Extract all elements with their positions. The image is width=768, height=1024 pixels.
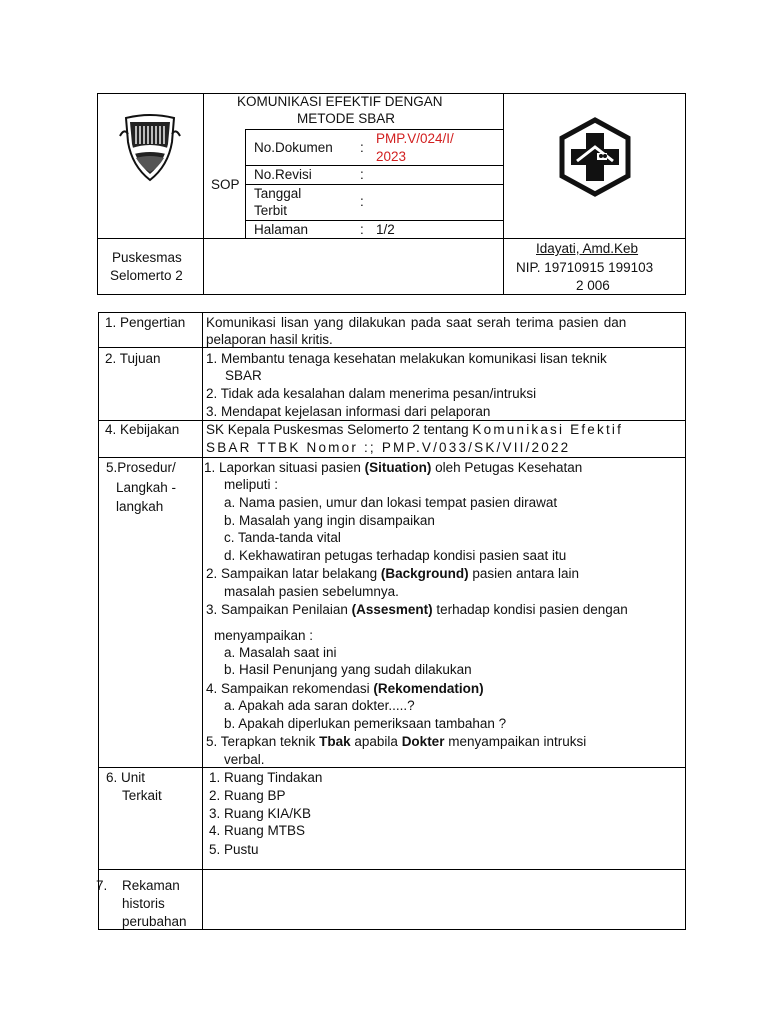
section-label-pengertian: 1. Pengertian [105,315,186,330]
unit-item: 1. Ruang Tindakan [209,770,323,785]
section-label-rekaman-line2: historis [122,896,165,911]
section-label-tujuan: 2. Tujuan [105,351,161,366]
section-label-prosedur: 5.Prosedur/ [106,460,176,475]
signer-name: Idayati, Amd.Keb [536,241,639,256]
regency-seal-icon [118,114,182,184]
field-value-no-dokumen-line2: 2023 [376,149,407,164]
section-label-rekaman-line3: perubahan [122,914,187,929]
field-value-no-dokumen: PMP.V/024/I/ [376,131,454,146]
prosedur-step-2: 2. Sampaikan latar belakang (Background) pasien antara lain [206,566,579,581]
section-label-prosedur-line3: langkah [116,499,164,514]
prosedur-step-3-cont: menyampaikan : [214,628,314,643]
tujuan-item: SBAR [225,368,262,383]
prosedur-substep: b. Hasil Penunjang yang sudah dilakukan [224,662,472,677]
prosedur-step-2-cont: masalah pasien sebelumnya. [224,584,399,599]
tujuan-item: 2. Tidak ada kesalahan dalam menerima pesan/intruksi [206,386,537,401]
section-label-kebijakan: 4. Kebijakan [105,422,180,437]
prosedur-step-5-cont: verbal. [224,752,265,767]
prosedur-step-1: 1. Laporkan situasi pasien (Situation) oleh Petugas Kesehatan [204,460,583,475]
tujuan-item: 1. Membantu tenaga kesehatan melakukan komunikasi lisan teknik [206,351,607,366]
prosedur-step-5: 5. Terapkan teknik Tbak apabila Dokter menyampaikan intruksi [206,734,587,749]
prosedur-substep: a. Masalah saat ini [224,645,337,660]
field-label-halaman: Halaman [254,222,309,237]
unit-item: 5. Pustu [209,842,259,857]
org-name-line2: Selomerto 2 [110,268,183,283]
prosedur-substep: b. Apakah diperlukan pemeriksaan tambahan ? [224,716,507,731]
field-colon: : [360,140,364,155]
sop-title-line2: METODE SBAR [297,111,396,126]
prosedur-step-4: 4. Sampaikan rekomendasi (Rekomendation) [206,681,484,696]
section-number-rekaman: 7. [96,878,108,893]
prosedur-substep: b. Masalah yang ingin disampaikan [224,513,435,528]
section-label-unit-line2: Terkait [122,788,162,803]
section-label-unit: 6. Unit [106,770,146,785]
unit-item: 4. Ruang MTBS [209,823,306,838]
prosedur-step-3: 3. Sampaikan Penilaian (Assesment) terhadap kondisi pasien dengan [206,602,628,617]
kebijakan-text-line1: SK Kepala Puskesmas Selomerto 2 tentang Komunikasi Efektif [206,422,624,437]
unit-item: 2. Ruang BP [209,788,286,803]
puskesmas-cross-icon [557,117,633,197]
unit-item: 3. Ruang KIA/KB [209,806,312,821]
field-label-tanggal-terbit-line2: Terbit [254,203,288,218]
section-label-rekaman: Rekaman [122,878,180,893]
field-label-no-dokumen: No.Dokumen [254,140,333,155]
pengertian-text-line2: pelaporan hasil kritis. [206,332,333,347]
prosedur-substep: a. Apakah ada saran dokter.....? [224,698,415,713]
field-colon: : [360,194,364,209]
org-name-line1: Puskesmas [112,250,182,265]
signer-nip-line2: 2 006 [576,278,610,293]
prosedur-substep: a. Nama pasien, umur dan lokasi tempat pasien dirawat [224,495,558,510]
section-label-prosedur-line2: Langkah - [116,480,177,495]
field-value-halaman: 1/2 [376,222,395,237]
field-label-no-revisi: No.Revisi [254,167,312,182]
pengertian-text-line1: Komunikasi lisan yang dilakukan pada saat serah terima pasien dan [206,315,627,330]
sop-title-line1: KOMUNIKASI EFEKTIF DENGAN [237,94,443,109]
kebijakan-text-line2: SBAR TTBK Nomor :; PMP.V/033/SK/VII/2022 [206,440,571,455]
prosedur-step-1-cont: meliputi : [224,477,279,492]
tujuan-item: 3. Mendapat kejelasan informasi dari pelaporan [206,404,491,419]
prosedur-substep: c. Tanda-tanda vital [224,530,341,545]
prosedur-substep: d. Kekhawatiran petugas terhadap kondisi pasien saat itu [224,548,567,563]
field-colon: : [360,167,364,182]
field-colon: : [360,222,364,237]
signer-nip-line1: NIP. 19710915 199103 [516,260,654,275]
field-label-tanggal-terbit: Tanggal [254,186,302,201]
sop-label: SOP [211,177,240,192]
